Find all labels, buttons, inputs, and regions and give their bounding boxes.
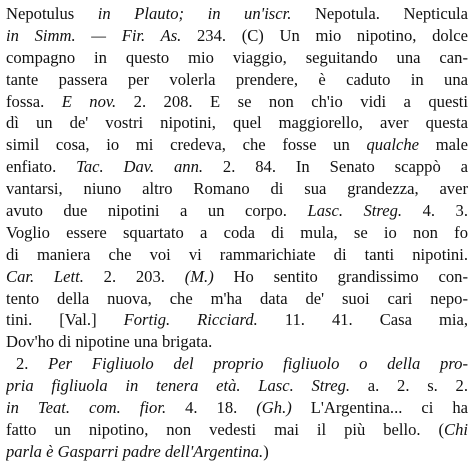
text-line: [6, 288, 468, 310]
text-line: [6, 91, 468, 113]
text-line: [6, 331, 468, 353]
text-segment: dì un de' vostri nipotini, quel maggiorello, aver questa: [6, 113, 468, 133]
italic-text-segment: Fortig. Ricciard.: [123, 310, 258, 330]
text-segment: 2.: [16, 354, 49, 374]
text-segment: tini. [Val.]: [6, 310, 124, 330]
text-line: [6, 134, 468, 156]
text-line: [6, 375, 468, 397]
text-segment: tante passera per volerla prendere, è caduto in una: [6, 69, 468, 89]
text-segment: 4. 18.: [166, 398, 257, 418]
text-line: [6, 244, 468, 266]
text-line: [6, 309, 468, 331]
italic-text-segment: in Teat. com. fior.: [6, 398, 167, 418]
text-line: [6, 3, 468, 25]
text-segment: 2. 203.: [83, 266, 185, 286]
text-segment: a. 2. s. 2.: [350, 376, 468, 396]
text-segment: L'Argentina... ci ha: [291, 398, 468, 418]
text-segment: vantarsi, niuno altro Romano di sua grandezza, aver: [6, 179, 468, 199]
text-segment: Voglio essere squartato a coda di mula, se io non fo: [6, 222, 468, 242]
text-line: [6, 69, 468, 91]
text-segment: 2. 208. E se non ch'io vidi a questi: [116, 91, 468, 111]
text-segment: fatto un nipotino, non vedesti mai il più bello. (: [6, 419, 445, 439]
italic-text-segment: Tac. Dav. ann.: [76, 157, 204, 177]
text-line: [6, 178, 468, 200]
text-line: [6, 397, 468, 419]
text-segment: compagno in questo mio viaggio, seguitando una can-: [6, 47, 468, 67]
text-segment: di maniera che voi vi rammarichiate di tanti nipotini.: [6, 244, 468, 264]
text-segment: 11. 41. Casa mia,: [257, 310, 468, 330]
text-segment: Nepotulus: [6, 4, 98, 23]
italic-text-segment: in Plauto; in un'iscr.: [97, 4, 292, 23]
italic-text-segment: Lasc. Streg.: [307, 201, 403, 221]
text-line: [6, 266, 468, 288]
text-segment: Dov'ho di nipotine una brigata.: [6, 332, 213, 352]
italic-text-segment: (M.): [184, 266, 214, 286]
italic-text-segment: Per Figliuolo del proprio figliuolo o della pro-: [48, 354, 468, 374]
text-line: [6, 47, 468, 69]
text-segment: fossa.: [6, 91, 62, 111]
italic-text-segment: E nov.: [61, 91, 117, 111]
text-segment: avuto due nipotini a un corpo.: [6, 201, 308, 221]
text-segment: tento della nuova, che m'ha data de' suoi cari nepo-: [6, 288, 468, 308]
text-segment: 4. 3.: [402, 201, 468, 221]
text-line: [6, 200, 468, 222]
text-line: [6, 25, 468, 47]
text-segment: simil cosa, io mi credeva, che fosse un: [6, 135, 367, 155]
text-line: [6, 441, 468, 463]
text-line: [6, 112, 468, 134]
text-line: [6, 353, 468, 375]
italic-text-segment: in Simm. — Fir. As.: [6, 25, 182, 45]
text-line: [6, 222, 468, 244]
text-segment: male: [419, 135, 468, 155]
italic-text-segment: parla è Gasparri padre dell'Argentina.: [6, 441, 264, 461]
italic-text-segment: Car. Lett.: [6, 266, 84, 286]
text-segment: enfiato.: [6, 157, 77, 177]
italic-text-segment: pria figliuola in tenera età. Lasc. Streg.: [6, 376, 351, 396]
text-segment: Nepotula. Nepticula: [291, 4, 468, 23]
text-line: [6, 419, 468, 441]
italic-text-segment: Chi: [444, 419, 468, 439]
text-segment: Ho sentito grandissimo con-: [213, 266, 468, 286]
text-segment: ): [263, 441, 269, 461]
text-segment: 234. (C) Un mio nipotino, dolce: [181, 25, 468, 45]
italic-text-segment: (Gh.): [256, 398, 292, 418]
text-segment: 2. 84. In Senato scappò a: [203, 157, 468, 177]
italic-text-segment: qualche: [366, 135, 420, 155]
text-line: [6, 156, 468, 178]
